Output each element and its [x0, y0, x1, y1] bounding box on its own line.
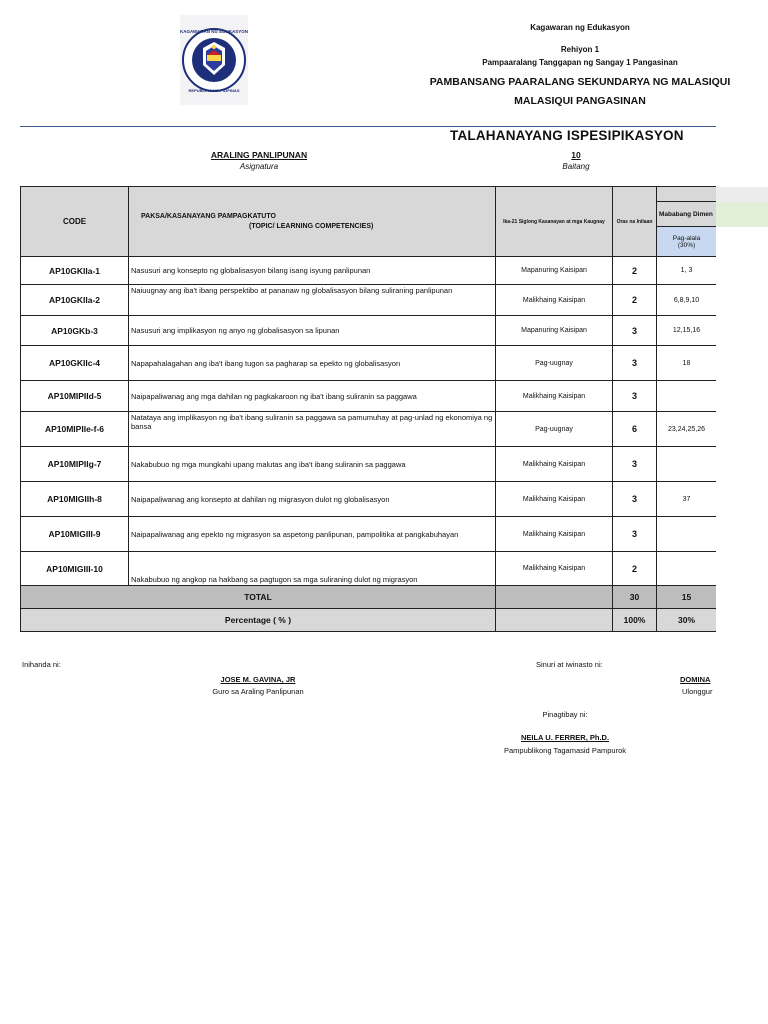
- header-topic-line2: (TOPIC/ LEARNING COMPETENCIES): [249, 223, 374, 230]
- percentage-row: [21, 609, 717, 632]
- approved-role: Pampublikong Tagamasid Pampurok: [503, 746, 626, 755]
- row-skill: Pag-uugnay: [496, 412, 613, 447]
- table-row: [21, 346, 717, 381]
- row-competency: Nasusuri ang konsepto ng globalisasyon bilang isang isyung panlipunan: [129, 257, 496, 285]
- header-divider: [20, 126, 716, 127]
- header-dimension-top: [657, 187, 717, 202]
- side-column-band: [716, 187, 768, 202]
- total-days: 30: [613, 586, 657, 609]
- row-items: 12,15,16: [657, 316, 717, 346]
- checked-label: Sinuri at iwinasto ni:: [536, 660, 603, 669]
- row-days: 3: [613, 346, 657, 381]
- table-row: [21, 316, 717, 346]
- grade-caption: Baitang: [562, 162, 590, 171]
- total-label: TOTAL: [21, 586, 496, 609]
- checked-name: DOMINA: [680, 675, 711, 684]
- row-days: 3: [613, 381, 657, 412]
- header-topic: [129, 187, 496, 257]
- table-row: [21, 381, 717, 412]
- row-competency: Nasusuri ang implikasyon ng anyo ng globalisasyon sa lipunan: [129, 316, 496, 346]
- row-items: [657, 517, 717, 552]
- row-days: 6: [613, 412, 657, 447]
- row-competency: Naiuugnay ang iba't ibang perspektibo at pananaw ng globalisasyon bilang suliraning panlipunan: [129, 285, 496, 316]
- row-competency: Naipapaliwanag ang mga dahilan ng pagkakaroon ng iba't ibang suliranin sa paggawa: [129, 381, 496, 412]
- row-skill: Malikhaing Kaisipan: [496, 552, 613, 586]
- row-items: [657, 552, 717, 586]
- row-items: [657, 447, 717, 482]
- table-row: [21, 447, 717, 482]
- table-row: [21, 552, 717, 586]
- row-items: 6,8,9,10: [657, 285, 717, 316]
- row-competency: Nakabubuo ng mga mungkahi upang malutas ang iba't ibang suliranin sa paggawa: [129, 447, 496, 482]
- checked-role: Ulonggur: [682, 687, 713, 696]
- header-recall-percent: (30%): [677, 241, 696, 249]
- subject-value: ARALING PANLIPUNAN: [210, 150, 308, 160]
- row-skill: Malikhaing Kaisipan: [496, 447, 613, 482]
- percentage-items: 30%: [657, 609, 717, 632]
- row-competency: Naipapaliwanag ang epekto ng migrasyon sa aspetong panlipunan, pampolitika at pangkabuhayan: [129, 517, 496, 552]
- total-items: 15: [657, 586, 717, 609]
- row-code: AP10MIPIId-5: [21, 381, 129, 412]
- header-topic-line1: PAKSA/KASANAYANG PAMPAGKATUTO: [141, 213, 276, 220]
- row-code: AP10GKIIa-2: [21, 285, 129, 316]
- row-code: AP10GKIIa-1: [21, 257, 129, 285]
- row-code: AP10MIPIIg-7: [21, 447, 129, 482]
- row-days: 3: [613, 482, 657, 517]
- approved-label: Pinagtibay ni:: [542, 710, 588, 719]
- row-code: AP10MIGIIh-8: [21, 482, 129, 517]
- table-row: [21, 285, 717, 316]
- row-competency: Natataya ang implikasyon ng iba't ibang suliranin sa paggawa sa pamumuhay at pag-unlad ng ekonomiya ng bansa: [129, 412, 496, 447]
- row-skill: Pag-uugnay: [496, 346, 613, 381]
- row-items: 1, 3: [657, 257, 717, 285]
- subject-caption: Asignatura: [239, 162, 279, 171]
- row-competency: Napapahalagahan ang iba't ibang tugon sa pagharap sa epekto ng globalisasyon: [129, 346, 496, 381]
- row-skill: Mapanuring Kaisipan: [496, 257, 613, 285]
- row-competency: Naipapaliwanag ang konsepto at dahilan ng migrasyon dulot ng globalisasyon: [129, 482, 496, 517]
- seal-top-text: KAGAWARAN NG EDUKASYON: [180, 29, 248, 34]
- seal-bottom-text: REPUBLIKA NG PILIPINAS: [188, 88, 240, 93]
- agency-name: Kagawaran ng Edukasyon: [530, 23, 630, 32]
- grade-value: 10: [571, 150, 581, 160]
- school-location: MALASIQUI PANGASINAN: [514, 95, 646, 107]
- table-row: [21, 257, 717, 285]
- row-items: 18: [657, 346, 717, 381]
- row-competency: Nakabubuo ng angkop na hakbang sa pagtugon sa mga suliraning dulot ng migrasyon: [129, 552, 496, 586]
- row-items: 37: [657, 482, 717, 517]
- percentage-skill-blank: [496, 609, 613, 632]
- row-items: 23,24,25,26: [657, 412, 717, 447]
- row-days: 2: [613, 552, 657, 586]
- total-row: [21, 586, 717, 609]
- prepared-role: Guro sa Araling Panlipunan: [212, 687, 304, 696]
- row-items: [657, 381, 717, 412]
- total-skill-blank: [496, 586, 613, 609]
- deped-seal-logo: [180, 15, 248, 105]
- side-highlight-band: [716, 202, 768, 227]
- approved-name: NEILA U. FERRER, Ph.D.: [520, 733, 610, 742]
- specification-table: [20, 186, 716, 635]
- row-code: AP10GKIIc-4: [21, 346, 129, 381]
- division-name: Pampaaralang Tanggapan ng Sangay 1 Pangasinan: [482, 58, 678, 67]
- header-dimension: Mababang Dimen: [657, 202, 717, 227]
- header-recall: [657, 227, 717, 257]
- header-code: CODE: [21, 187, 129, 257]
- table-row: [21, 482, 717, 517]
- row-days: 3: [613, 517, 657, 552]
- row-skill: Malikhaing Kaisipan: [496, 381, 613, 412]
- row-skill: Malikhaing Kaisipan: [496, 482, 613, 517]
- percentage-days: 100%: [613, 609, 657, 632]
- prepared-name: JOSE M. GAVINA, JR: [220, 675, 296, 684]
- row-code: AP10MIGIII-9: [21, 517, 129, 552]
- header-skill: Ika-21 Siglong Kasanayan at mga Kaugnay: [496, 187, 613, 257]
- row-days: 3: [613, 447, 657, 482]
- row-skill: Malikhaing Kaisipan: [496, 285, 613, 316]
- header-days: Oras na Inilaan: [613, 187, 657, 257]
- row-skill: Mapanuring Kaisipan: [496, 316, 613, 346]
- row-code: AP10GKb-3: [21, 316, 129, 346]
- percentage-label: Percentage ( % ): [21, 609, 496, 632]
- row-days: 2: [613, 285, 657, 316]
- header-recall-label: Pag-alala: [672, 234, 701, 242]
- table-row: [21, 412, 717, 447]
- region-name: Rehiyon 1: [560, 45, 600, 54]
- row-code: AP10MIPIIe-f-6: [21, 412, 129, 447]
- school-name: PAMBANSANG PAARALANG SEKUNDARYA NG MALASIQUI: [429, 76, 731, 88]
- document-title: TALAHANAYANG ISPESIPIKASYON: [450, 128, 684, 143]
- prepared-label: Inihanda ni:: [22, 660, 61, 669]
- table-row: [21, 517, 717, 552]
- row-days: 3: [613, 316, 657, 346]
- row-code: AP10MIGIII-10: [21, 552, 129, 586]
- row-days: 2: [613, 257, 657, 285]
- row-skill: Malikhaing Kaisipan: [496, 517, 613, 552]
